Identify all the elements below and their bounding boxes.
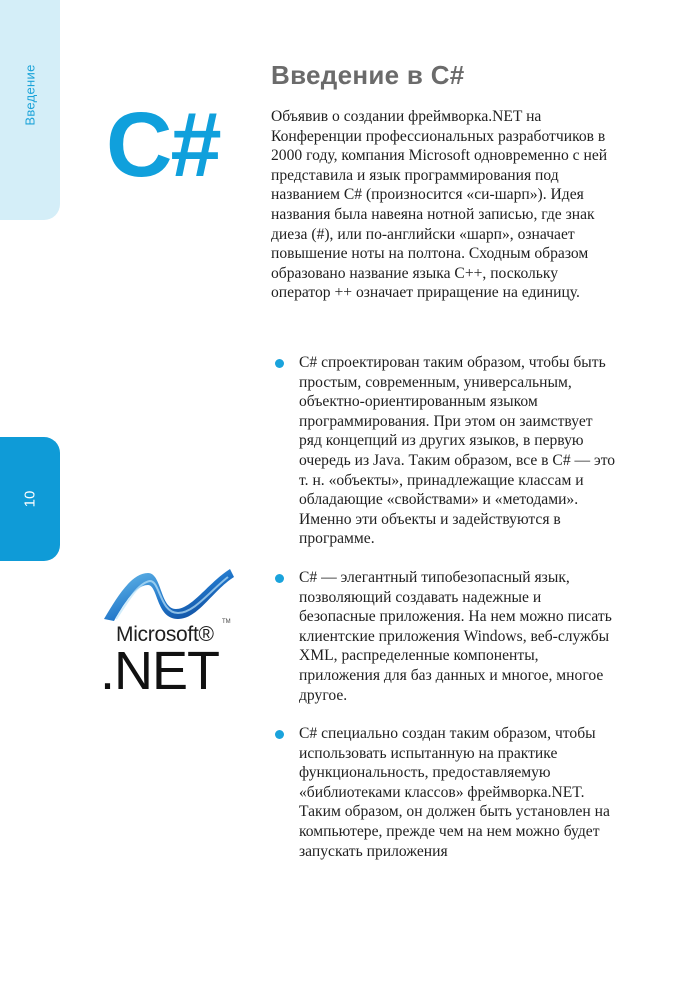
list-item-text: C# специально создан таким образом, чтобы использовать испытанную на практике функциональность, предоставляемую «библиотеками классов» фреймворка.NET. Таким образом, он должен быть установлен на компьютере, прежде чем на нем можно будет запускать приложения [299, 725, 610, 860]
trademark-mark: TM [222, 619, 231, 625]
bullet-dot-icon [275, 359, 284, 368]
page-title: Введение в C# [271, 60, 465, 90]
list-item [271, 568, 616, 705]
list-item-text: C# — элегантный типобезопасный язык, позволяющий создавать надежные и безопасные приложения. На нем можно писать клиентские приложения Windows, веб-службы XML, распределенные компоненты, приложения для баз данных и многое, многое другое. [299, 568, 612, 704]
section-tab-label: Введение [22, 64, 38, 126]
page-number-tab [0, 437, 60, 561]
list-item-text: C# спроектирован таким образом, чтобы быть простым, современным, универсальным, объектно-ориентированным языком программирования. При этом он заимствует ряд концепций из других языков, в первую очередь из Java. Таким образом, все в C# — это т. н. «объекты», принадлежащие классам и обладающие «свойствами» и «методами». Именно эти объекты и задействуются в программе. [299, 354, 616, 548]
page-number: 10 [21, 490, 39, 508]
list-item [271, 724, 616, 861]
bullet-list [271, 353, 616, 880]
bullet-dot-icon [275, 574, 284, 583]
csharp-logo: C# [106, 94, 220, 196]
intro-paragraph: Объявив о создании фреймворка.NET на Конференции профессиональных разработчиков в 2000 году, компания Microsoft одновременно с ней представила и язык программирования под названием C# (произносится «си-шарп»). Идея названия была навеяна нотной записью, где знак диеза (#), или по-английски «шарп», означает повышение ноты на полтона. Сходным образом образовано название языка C++, поскольку оператор ++ означает приращение на единицу. [271, 108, 608, 302]
microsoft-wordmark: Microsoft® [116, 623, 214, 646]
section-tab [0, 0, 60, 220]
bullet-dot-icon [275, 730, 284, 739]
dotnet-wordmark: .NET [100, 641, 220, 701]
list-item [271, 353, 616, 549]
dotnet-wave-icon [98, 565, 238, 625]
